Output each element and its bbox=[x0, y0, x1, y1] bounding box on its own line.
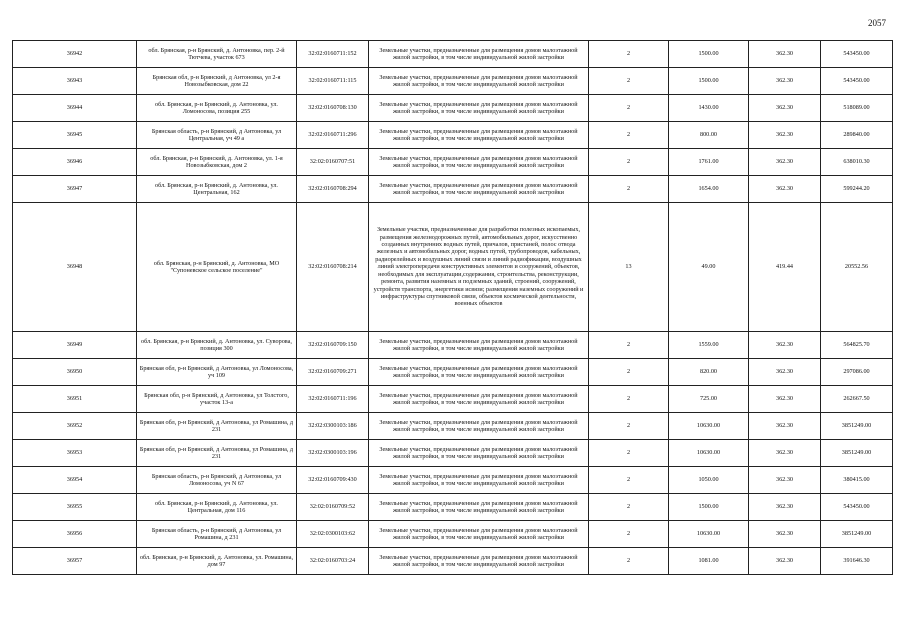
cadastral-value-cell: 380415.00 bbox=[821, 467, 893, 494]
cadastral-number-cell: 32:02:0160708:294 bbox=[297, 176, 369, 203]
record-id-cell: 36944 bbox=[13, 95, 137, 122]
specific-value-cell: 362.30 bbox=[749, 359, 821, 386]
cadastral-value-cell: 543450.00 bbox=[821, 41, 893, 68]
record-id-cell: 36943 bbox=[13, 68, 137, 95]
table-row bbox=[13, 386, 893, 413]
cadastral-number-cell: 32:02:0160711:296 bbox=[297, 122, 369, 149]
use-class-cell: 2 bbox=[589, 521, 669, 548]
record-id-cell: 36952 bbox=[13, 413, 137, 440]
cadastral-number-cell: 32:02:0160703:24 bbox=[297, 548, 369, 575]
cadastral-value-cell: 391646.30 bbox=[821, 548, 893, 575]
use-class-cell: 2 bbox=[589, 467, 669, 494]
record-id-cell: 36947 bbox=[13, 176, 137, 203]
address-cell: Брянская область, р-н Брянский, д Антоновка, ул Ромашина, д 231 bbox=[137, 521, 297, 548]
area-cell: 10630.00 bbox=[669, 521, 749, 548]
address-cell: обл. Брянская, р-н Брянский, д. Антоновка, пер. 2-й Тютчева, участок 673 bbox=[137, 41, 297, 68]
area-cell: 10630.00 bbox=[669, 413, 749, 440]
cadastral-value-cell: 289840.00 bbox=[821, 122, 893, 149]
specific-value-cell: 362.30 bbox=[749, 548, 821, 575]
cadastral-number-cell: 32:02:0300103:196 bbox=[297, 440, 369, 467]
cadastral-value-cell: 3851249.00 bbox=[821, 440, 893, 467]
cadastral-number-cell: 32:02:0160709:52 bbox=[297, 494, 369, 521]
table-row bbox=[13, 68, 893, 95]
cadastral-value-cell: 638010.30 bbox=[821, 149, 893, 176]
record-id-cell: 36942 bbox=[13, 41, 137, 68]
area-cell: 1500.00 bbox=[669, 494, 749, 521]
cadastral-number-cell: 32:02:0160709:271 bbox=[297, 359, 369, 386]
area-cell: 820.00 bbox=[669, 359, 749, 386]
land-registry-table bbox=[12, 40, 893, 575]
area-cell: 1081.00 bbox=[669, 548, 749, 575]
cadastral-number-cell: 32:02:0160711:152 bbox=[297, 41, 369, 68]
record-id-cell: 36956 bbox=[13, 521, 137, 548]
record-id-cell: 36949 bbox=[13, 332, 137, 359]
land-use-cell: Земельные участки, предназначенные для размещения домов малоэтажной жилой застройки, в том числе индивидуальной жилой застройки bbox=[369, 359, 589, 386]
specific-value-cell: 362.30 bbox=[749, 413, 821, 440]
table-row bbox=[13, 176, 893, 203]
cadastral-number-cell: 32:02:0160709:430 bbox=[297, 467, 369, 494]
land-use-cell: Земельные участки, предназначенные для разработки полезных ископаемых, размещения железнодорожных путей, автомобильных дорог, искусственно созданных внутренних водных путей, причалов, пристаней, полос отвода железных и автомобильных дорог, водных путей, трубопроводов, кабельных, радиорелейных и воздушных линий связи и линий радиофикации, воздушных линий электропередачи конструктивных элементов и сооружений, объектов, необходимых для эксплуатации,содержания, строительства, реконструкции, ремонта, развития наземных и подземных зданий, строений, сооружений, устройств транспорта, энергетики исвязи; размещения наземных сооружений и инфраструктуры спутниковой связи, объектов космической деятельности, военных объектов bbox=[369, 203, 589, 332]
cadastral-value-cell: 262667.50 bbox=[821, 386, 893, 413]
land-use-cell: Земельные участки, предназначенные для размещения домов малоэтажной жилой застройки, в том числе индивидуальной жилой застройки bbox=[369, 494, 589, 521]
table-row bbox=[13, 467, 893, 494]
specific-value-cell: 362.30 bbox=[749, 467, 821, 494]
area-cell: 1500.00 bbox=[669, 68, 749, 95]
address-cell: обл. Брянская, р-н Брянский, д. Антоновка, ул. Ромашина, дом 97 bbox=[137, 548, 297, 575]
table-row bbox=[13, 548, 893, 575]
use-class-cell: 2 bbox=[589, 548, 669, 575]
table-row bbox=[13, 413, 893, 440]
table-row bbox=[13, 440, 893, 467]
specific-value-cell: 362.30 bbox=[749, 386, 821, 413]
cadastral-number-cell: 32:02:0300103:186 bbox=[297, 413, 369, 440]
land-use-cell: Земельные участки, предназначенные для размещения домов малоэтажной жилой застройки, в том числе индивидуальной жилой застройки bbox=[369, 521, 589, 548]
record-id-cell: 36955 bbox=[13, 494, 137, 521]
land-use-cell: Земельные участки, предназначенные для размещения домов малоэтажной жилой застройки, в том числе индивидуальной жилой застройки bbox=[369, 386, 589, 413]
use-class-cell: 2 bbox=[589, 176, 669, 203]
table-row bbox=[13, 122, 893, 149]
use-class-cell: 2 bbox=[589, 95, 669, 122]
cadastral-number-cell: 32:02:0160707:51 bbox=[297, 149, 369, 176]
land-use-cell: Земельные участки, предназначенные для размещения домов малоэтажной жилой застройки, в том числе индивидуальной жилой застройки bbox=[369, 440, 589, 467]
area-cell: 10630.00 bbox=[669, 440, 749, 467]
specific-value-cell: 362.30 bbox=[749, 332, 821, 359]
land-use-cell: Земельные участки, предназначенные для размещения домов малоэтажной жилой застройки, в том числе индивидуальной жилой застройки bbox=[369, 413, 589, 440]
cadastral-value-cell: 20552.56 bbox=[821, 203, 893, 332]
area-cell: 725.00 bbox=[669, 386, 749, 413]
area-cell: 1559.00 bbox=[669, 332, 749, 359]
address-cell: обл. Брянская, р-н Брянский, д. Антоновка, МО "Супоневское сельское поселение" bbox=[137, 203, 297, 332]
use-class-cell: 2 bbox=[589, 440, 669, 467]
record-id-cell: 36953 bbox=[13, 440, 137, 467]
cadastral-number-cell: 32:02:0160711:196 bbox=[297, 386, 369, 413]
address-cell: обл. Брянская, р-н Брянский, д. Антоновка, ул. 1-я Новозыбковская, дом 2 bbox=[137, 149, 297, 176]
use-class-cell: 2 bbox=[589, 386, 669, 413]
record-id-cell: 36957 bbox=[13, 548, 137, 575]
table-row bbox=[13, 149, 893, 176]
cadastral-number-cell: 32:02:0300103:62 bbox=[297, 521, 369, 548]
cadastral-number-cell: 32:02:0160709:150 bbox=[297, 332, 369, 359]
land-use-cell: Земельные участки, предназначенные для размещения домов малоэтажной жилой застройки, в том числе индивидуальной жилой застройки bbox=[369, 122, 589, 149]
land-use-cell: Земельные участки, предназначенные для размещения домов малоэтажной жилой застройки, в том числе индивидуальной жилой застройки bbox=[369, 95, 589, 122]
area-cell: 800.00 bbox=[669, 122, 749, 149]
cadastral-number-cell: 32:02:0160711:115 bbox=[297, 68, 369, 95]
specific-value-cell: 362.30 bbox=[749, 521, 821, 548]
use-class-cell: 2 bbox=[589, 41, 669, 68]
cadastral-value-cell: 543450.00 bbox=[821, 494, 893, 521]
use-class-cell: 2 bbox=[589, 494, 669, 521]
address-cell: Брянская обл, р-н Брянский, д Антоновка, ул Ломоносова, уч 109 bbox=[137, 359, 297, 386]
address-cell: обл. Брянская, р-н Брянский, д. Антоновка, ул. Суворова, позиция 300 bbox=[137, 332, 297, 359]
registry-body bbox=[13, 41, 893, 575]
address-cell: Брянская область, р-н Брянский, д Антоновка, ул Центральная, уч 49 а bbox=[137, 122, 297, 149]
cadastral-number-cell: 32:02:0160708:214 bbox=[297, 203, 369, 332]
record-id-cell: 36946 bbox=[13, 149, 137, 176]
address-cell: Брянская обл, р-н Брянский, д Антоновка, ул Ромашина, д 231 bbox=[137, 440, 297, 467]
cadastral-value-cell: 543450.00 bbox=[821, 68, 893, 95]
land-use-cell: Земельные участки, предназначенные для размещения домов малоэтажной жилой застройки, в том числе индивидуальной жилой застройки bbox=[369, 68, 589, 95]
use-class-cell: 2 bbox=[589, 359, 669, 386]
cadastral-value-cell: 564825.70 bbox=[821, 332, 893, 359]
table-row bbox=[13, 41, 893, 68]
address-cell: Брянская обл, р-н Брянский, д Антоновка, ул Ромашина, д 231 bbox=[137, 413, 297, 440]
specific-value-cell: 362.30 bbox=[749, 95, 821, 122]
address-cell: Брянская обл, р-н Брянский, д Антоновка, ул Толстого, участок 13-а bbox=[137, 386, 297, 413]
land-use-cell: Земельные участки, предназначенные для размещения домов малоэтажной жилой застройки, в том числе индивидуальной жилой застройки bbox=[369, 41, 589, 68]
record-id-cell: 36951 bbox=[13, 386, 137, 413]
area-cell: 1761.00 bbox=[669, 149, 749, 176]
specific-value-cell: 362.30 bbox=[749, 122, 821, 149]
table-row bbox=[13, 332, 893, 359]
record-id-cell: 36950 bbox=[13, 359, 137, 386]
specific-value-cell: 362.30 bbox=[749, 494, 821, 521]
use-class-cell: 2 bbox=[589, 413, 669, 440]
specific-value-cell: 362.30 bbox=[749, 68, 821, 95]
use-class-cell: 2 bbox=[589, 332, 669, 359]
cadastral-value-cell: 518089.00 bbox=[821, 95, 893, 122]
use-class-cell: 13 bbox=[589, 203, 669, 332]
cadastral-number-cell: 32:02:0160708:130 bbox=[297, 95, 369, 122]
area-cell: 1500.00 bbox=[669, 41, 749, 68]
specific-value-cell: 419.44 bbox=[749, 203, 821, 332]
area-cell: 1654.00 bbox=[669, 176, 749, 203]
use-class-cell: 2 bbox=[589, 122, 669, 149]
land-use-cell: Земельные участки, предназначенные для размещения домов малоэтажной жилой застройки, в том числе индивидуальной жилой застройки bbox=[369, 332, 589, 359]
record-id-cell: 36954 bbox=[13, 467, 137, 494]
address-cell: обл. Брянская, р-н Брянский, д. Антоновка, ул. Ломоносова, позиция 255 bbox=[137, 95, 297, 122]
specific-value-cell: 362.30 bbox=[749, 149, 821, 176]
land-use-cell: Земельные участки, предназначенные для размещения домов малоэтажной жилой застройки, в том числе индивидуальной жилой застройки bbox=[369, 149, 589, 176]
cadastral-value-cell: 3851249.00 bbox=[821, 521, 893, 548]
land-use-cell: Земельные участки, предназначенные для размещения домов малоэтажной жилой застройки, в том числе индивидуальной жилой застройки bbox=[369, 548, 589, 575]
table-row bbox=[13, 494, 893, 521]
address-cell: обл. Брянская, р-н Брянский, д. Антоновка, ул. Центральная, дом 116 bbox=[137, 494, 297, 521]
specific-value-cell: 362.30 bbox=[749, 176, 821, 203]
area-cell: 1430.00 bbox=[669, 95, 749, 122]
use-class-cell: 2 bbox=[589, 149, 669, 176]
specific-value-cell: 362.30 bbox=[749, 41, 821, 68]
address-cell: Брянская область, р-н Брянский, д Антоновка, ул Ломоносова, уч N 67 bbox=[137, 467, 297, 494]
record-id-cell: 36948 bbox=[13, 203, 137, 332]
area-cell: 1050.00 bbox=[669, 467, 749, 494]
cadastral-value-cell: 3851249.00 bbox=[821, 413, 893, 440]
table-row bbox=[13, 95, 893, 122]
use-class-cell: 2 bbox=[589, 68, 669, 95]
cadastral-value-cell: 297086.00 bbox=[821, 359, 893, 386]
cadastral-value-cell: 599244.20 bbox=[821, 176, 893, 203]
table-row bbox=[13, 521, 893, 548]
address-cell: Брянская обл, р-н Брянский, д Антоновка, ул 2-я Новозыбковская, дом 22 bbox=[137, 68, 297, 95]
area-cell: 49.00 bbox=[669, 203, 749, 332]
record-id-cell: 36945 bbox=[13, 122, 137, 149]
table-row bbox=[13, 359, 893, 386]
table-row bbox=[13, 203, 893, 332]
land-use-cell: Земельные участки, предназначенные для размещения домов малоэтажной жилой застройки, в том числе индивидуальной жилой застройки bbox=[369, 176, 589, 203]
address-cell: обл. Брянская, р-н Брянский, д. Антоновка, ул. Центральная, 162 bbox=[137, 176, 297, 203]
specific-value-cell: 362.30 bbox=[749, 440, 821, 467]
land-use-cell: Земельные участки, предназначенные для размещения домов малоэтажной жилой застройки, в том числе индивидуальной жилой застройки bbox=[369, 467, 589, 494]
page-number: 2057 bbox=[868, 18, 886, 28]
